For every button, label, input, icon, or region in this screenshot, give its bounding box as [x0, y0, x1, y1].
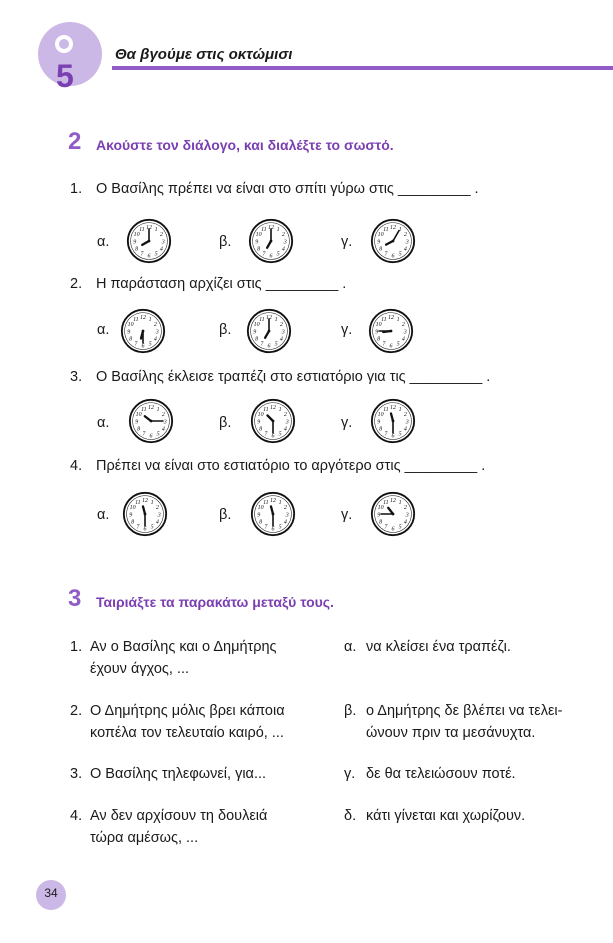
match-left-number: 2.: [70, 703, 83, 719]
clock-face-icon[interactable]: [120, 308, 166, 354]
svg-text:3: 3: [161, 239, 165, 246]
svg-text:6: 6: [391, 433, 395, 440]
svg-text:11: 11: [141, 406, 147, 413]
svg-text:10: 10: [257, 412, 264, 419]
match-right-text: κάτι γίνεται και χωρίζουν.: [366, 808, 526, 824]
svg-text:8: 8: [129, 336, 133, 343]
svg-text:5: 5: [150, 524, 154, 531]
svg-text:11: 11: [139, 226, 145, 233]
svg-text:6: 6: [147, 253, 151, 260]
svg-text:11: 11: [263, 406, 269, 413]
option-label: α.: [97, 322, 110, 338]
clock-face-icon[interactable]: [128, 398, 174, 444]
chapter-number: 5: [56, 58, 74, 94]
question-4-number: 4.: [70, 458, 83, 474]
svg-text:4: 4: [279, 336, 283, 343]
match-right-text: ο Δημήτρης δε βλέπει να τελει-: [366, 703, 563, 719]
clock-face-icon[interactable]: [368, 308, 414, 354]
svg-text:12: 12: [142, 498, 148, 505]
match-left-number: 1.: [70, 639, 83, 655]
svg-text:1: 1: [156, 406, 160, 413]
svg-text:6: 6: [149, 433, 153, 440]
match-right-text: να κλείσει ένα τραπέζι.: [366, 639, 511, 655]
svg-text:11: 11: [133, 316, 139, 323]
chapter-ring-icon: [55, 35, 73, 53]
clock-face-icon[interactable]: [250, 398, 296, 444]
svg-text:12: 12: [270, 498, 276, 505]
match-right-label: γ.: [344, 766, 356, 782]
svg-text:9: 9: [377, 419, 381, 426]
option-label: α.: [97, 507, 110, 523]
match-left-number: 4.: [70, 808, 83, 824]
svg-text:4: 4: [403, 519, 407, 526]
match-right-label: α.: [344, 639, 357, 655]
svg-text:5: 5: [156, 431, 160, 438]
svg-text:2: 2: [281, 232, 285, 239]
svg-text:8: 8: [379, 246, 383, 253]
svg-text:11: 11: [381, 316, 387, 323]
svg-text:1: 1: [398, 499, 402, 506]
svg-text:5: 5: [154, 251, 158, 258]
svg-text:10: 10: [253, 322, 260, 329]
svg-text:1: 1: [148, 316, 152, 323]
svg-text:10: 10: [255, 232, 262, 239]
svg-text:11: 11: [263, 499, 269, 506]
svg-text:10: 10: [377, 505, 384, 512]
clock-face-icon[interactable]: [248, 218, 294, 264]
match-right-label: β.: [344, 703, 357, 719]
svg-text:11: 11: [261, 226, 267, 233]
option-label: β.: [219, 507, 232, 523]
svg-text:7: 7: [260, 341, 264, 348]
svg-text:10: 10: [133, 232, 140, 239]
svg-text:1: 1: [396, 316, 400, 323]
svg-text:6: 6: [271, 526, 275, 533]
svg-text:3: 3: [283, 239, 287, 246]
svg-text:9: 9: [257, 512, 261, 519]
svg-text:12: 12: [148, 405, 154, 412]
svg-text:5: 5: [148, 341, 152, 348]
svg-text:4: 4: [403, 426, 407, 433]
svg-text:3: 3: [285, 512, 289, 519]
svg-text:7: 7: [134, 341, 138, 348]
svg-text:1: 1: [274, 316, 278, 323]
svg-text:8: 8: [259, 426, 263, 433]
svg-text:1: 1: [150, 499, 154, 506]
option-label: α.: [97, 234, 110, 250]
match-left-text: τώρα αμέσως, ...: [90, 830, 199, 846]
svg-text:9: 9: [377, 239, 381, 246]
svg-text:11: 11: [383, 406, 389, 413]
svg-text:5: 5: [278, 524, 282, 531]
svg-text:11: 11: [135, 499, 141, 506]
exercise-2-number: 2: [68, 128, 82, 155]
svg-text:5: 5: [274, 341, 278, 348]
clock-face-icon[interactable]: [122, 491, 168, 537]
svg-text:1: 1: [278, 406, 282, 413]
svg-text:2: 2: [153, 322, 157, 329]
svg-text:4: 4: [283, 519, 287, 526]
svg-text:4: 4: [283, 426, 287, 433]
svg-text:9: 9: [257, 419, 261, 426]
svg-text:2: 2: [161, 412, 165, 419]
svg-text:8: 8: [255, 336, 259, 343]
match-left-text: Ο Δημήτρης μόλις βρει κάποια: [90, 703, 285, 719]
svg-text:10: 10: [377, 232, 384, 239]
svg-text:5: 5: [276, 251, 280, 258]
clock-face-icon[interactable]: [126, 218, 172, 264]
option-label: α.: [97, 415, 110, 431]
svg-text:1: 1: [278, 499, 282, 506]
svg-text:1: 1: [276, 226, 280, 233]
svg-text:10: 10: [375, 322, 382, 329]
question-2-text: Η παράσταση αρχίζει στις _________ .: [96, 276, 347, 292]
option-label: γ.: [341, 415, 353, 431]
svg-text:2: 2: [283, 412, 287, 419]
svg-text:2: 2: [283, 505, 287, 512]
svg-text:9: 9: [127, 329, 131, 336]
svg-text:4: 4: [281, 246, 285, 253]
svg-text:8: 8: [377, 336, 381, 343]
svg-text:6: 6: [141, 343, 145, 350]
svg-text:7: 7: [136, 524, 140, 531]
question-3-text: Ο Βασίλης έκλεισε τραπέζι στο εστιατόριο για τις _________ .: [96, 369, 491, 385]
svg-text:8: 8: [379, 426, 383, 433]
svg-text:4: 4: [155, 519, 159, 526]
svg-text:4: 4: [161, 426, 165, 433]
svg-text:10: 10: [135, 412, 142, 419]
svg-text:7: 7: [384, 251, 388, 258]
match-left-text: κοπέλα τον τελευταίο καιρό, ...: [90, 725, 284, 741]
svg-text:2: 2: [403, 232, 407, 239]
svg-text:5: 5: [278, 431, 282, 438]
svg-text:9: 9: [133, 239, 137, 246]
svg-text:2: 2: [403, 412, 407, 419]
exercise-3-number: 3: [68, 585, 82, 612]
svg-text:12: 12: [390, 498, 396, 505]
svg-text:6: 6: [271, 433, 275, 440]
svg-text:3: 3: [405, 512, 409, 519]
svg-text:7: 7: [264, 524, 268, 531]
svg-text:8: 8: [379, 519, 383, 526]
header-divider: [112, 66, 613, 70]
svg-text:6: 6: [267, 343, 271, 350]
svg-text:2: 2: [279, 322, 283, 329]
svg-text:7: 7: [262, 251, 266, 258]
svg-text:10: 10: [127, 322, 134, 329]
question-3-number: 3.: [70, 369, 83, 385]
option-label: β.: [219, 415, 232, 431]
svg-text:8: 8: [135, 246, 139, 253]
svg-text:10: 10: [129, 505, 136, 512]
svg-text:2: 2: [155, 505, 159, 512]
svg-text:7: 7: [264, 431, 268, 438]
svg-text:9: 9: [129, 512, 133, 519]
option-label: β.: [219, 322, 232, 338]
svg-text:3: 3: [281, 329, 285, 336]
match-left-text: έχουν άγχος, ...: [90, 661, 190, 677]
svg-text:3: 3: [285, 419, 289, 426]
svg-text:12: 12: [140, 315, 146, 322]
clock-face-icon[interactable]: [370, 491, 416, 537]
svg-text:12: 12: [388, 315, 394, 322]
option-label: γ.: [341, 507, 353, 523]
svg-text:9: 9: [253, 329, 257, 336]
option-label: γ.: [341, 322, 353, 338]
svg-text:6: 6: [389, 343, 393, 350]
svg-text:2: 2: [401, 322, 405, 329]
question-1-text: Ο Βασίλης πρέπει να είναι στο σπίτι γύρω στις _________ .: [96, 181, 479, 197]
svg-text:11: 11: [383, 226, 389, 233]
match-right-label: δ.: [344, 808, 357, 824]
option-label: β.: [219, 234, 232, 250]
svg-text:10: 10: [377, 412, 384, 419]
svg-text:12: 12: [390, 225, 396, 232]
svg-text:11: 11: [259, 316, 265, 323]
svg-text:4: 4: [153, 336, 157, 343]
match-left-number: 3.: [70, 766, 83, 782]
svg-text:7: 7: [384, 431, 388, 438]
svg-text:6: 6: [391, 526, 395, 533]
match-left-text: Ο Βασίλης τηλεφωνεί, για...: [90, 766, 267, 782]
svg-text:4: 4: [159, 246, 163, 253]
svg-text:2: 2: [159, 232, 163, 239]
svg-text:3: 3: [155, 329, 159, 336]
svg-text:2: 2: [403, 505, 407, 512]
svg-text:3: 3: [403, 329, 407, 336]
svg-text:7: 7: [142, 431, 146, 438]
svg-text:12: 12: [268, 225, 274, 232]
svg-text:9: 9: [135, 419, 139, 426]
svg-text:6: 6: [143, 526, 147, 533]
svg-text:8: 8: [131, 519, 135, 526]
svg-text:12: 12: [390, 405, 396, 412]
match-right-text: ώνουν πριν τα μεσάνυχτα.: [366, 725, 536, 741]
svg-text:12: 12: [270, 405, 276, 412]
question-4-text: Πρέπει να είναι στο εστιατόριο το αργότερο στις _________ .: [96, 458, 486, 474]
svg-text:3: 3: [163, 419, 167, 426]
chapter-title: Θα βγούμε στις οκτώμισι: [115, 46, 293, 63]
svg-text:3: 3: [405, 419, 409, 426]
clock-face-icon[interactable]: [250, 491, 296, 537]
svg-text:12: 12: [146, 225, 152, 232]
svg-text:9: 9: [375, 329, 379, 336]
option-label: γ.: [341, 234, 353, 250]
match-left-text: Αν ο Βασίλης και ο Δημήτρης: [90, 639, 277, 655]
svg-text:7: 7: [382, 341, 386, 348]
svg-text:6: 6: [269, 253, 273, 260]
svg-text:9: 9: [255, 239, 259, 246]
svg-text:5: 5: [396, 341, 400, 348]
svg-text:5: 5: [398, 524, 402, 531]
page-number: 34: [44, 886, 58, 900]
svg-text:5: 5: [398, 251, 402, 258]
svg-text:1: 1: [398, 226, 402, 233]
svg-text:11: 11: [383, 499, 389, 506]
exercise-3-instruction: Ταιριάξτε τα παρακάτω μεταξύ τους.: [96, 594, 334, 610]
svg-text:12: 12: [266, 315, 272, 322]
svg-text:1: 1: [154, 226, 158, 233]
clock-face-icon[interactable]: [370, 398, 416, 444]
exercise-2-instruction: Ακούστε τον διάλογο, και διαλέξτε το σωστό.: [96, 137, 394, 153]
svg-text:4: 4: [401, 336, 405, 343]
match-left-text: Αν δεν αρχίσουν τη δουλειά: [90, 808, 268, 824]
svg-text:3: 3: [157, 512, 161, 519]
svg-text:8: 8: [259, 519, 263, 526]
svg-text:3: 3: [405, 239, 409, 246]
svg-text:1: 1: [398, 406, 402, 413]
svg-text:7: 7: [140, 251, 144, 258]
svg-text:6: 6: [391, 253, 395, 260]
clock-face-icon[interactable]: [370, 218, 416, 264]
svg-text:9: 9: [377, 512, 381, 519]
question-2-number: 2.: [70, 276, 83, 292]
clock-face-icon[interactable]: [246, 308, 292, 354]
svg-text:10: 10: [257, 505, 264, 512]
question-1-number: 1.: [70, 181, 83, 197]
svg-text:4: 4: [403, 246, 407, 253]
svg-text:5: 5: [398, 431, 402, 438]
svg-text:8: 8: [137, 426, 141, 433]
match-right-text: δε θα τελειώσουν ποτέ.: [366, 766, 516, 782]
svg-text:8: 8: [257, 246, 261, 253]
svg-text:7: 7: [384, 524, 388, 531]
